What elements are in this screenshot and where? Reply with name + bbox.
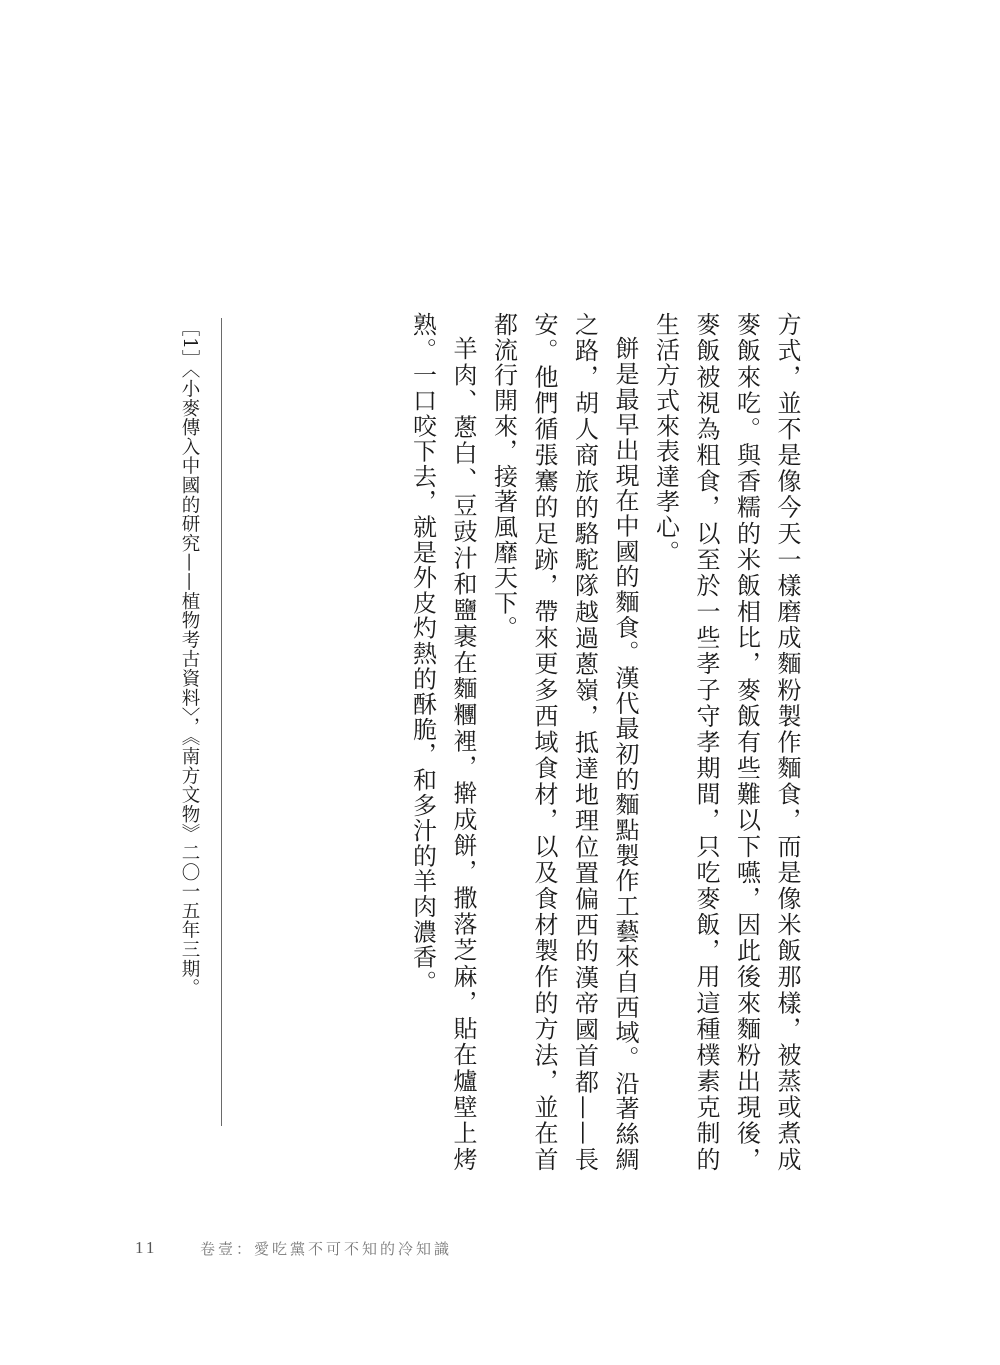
paragraph-1: 方式，並不是像今天一樣磨成麵粉製作麵食，而是像米飯那樣，被蒸或煮成麥飯來吃。與香糯的米飯相比，麥飯有些難以下嚥，因此後來麵粉出現後，麥飯被視為粗食，以至於一些孝子守孝期間，只吃麥飯，用這種樸素克制的生活方式來表達孝心。 bbox=[651, 312, 801, 1172]
page-footer bbox=[0, 1238, 1000, 1264]
running-head: 卷壹：愛吃黨不可不知的冷知識 bbox=[200, 1240, 453, 1258]
footnote: ［1］〈小麥傳入中國的研究——植物考古資料〉，《南方文物》二〇一五年三期。 bbox=[179, 318, 200, 998]
paragraph-3: 羊肉、蔥白、豆豉汁和鹽裹在麵糰裡，擀成餅，撒落芝麻，貼在爐壁上烤熟。一口咬下去，就是外皮灼熱的酥脆，和多汁的羊肉濃香。 bbox=[408, 312, 477, 1172]
paragraph-2: 餅是最早出現在中國的麵食。漢代最初的麵點製作工藝來自西域。沿著絲綢之路，胡人商旅的駱駝隊越過蔥嶺，抵達地理位置偏西的漢帝國首都——長安。他們循張騫的足跡，帶來更多西域食材，以及食材製作的方法，並在首都流行開來，接著風靡天下。 bbox=[489, 312, 639, 1172]
page-number: 11 bbox=[135, 1238, 158, 1257]
footnote-divider bbox=[221, 318, 222, 1126]
main-text bbox=[402, 312, 807, 1172]
